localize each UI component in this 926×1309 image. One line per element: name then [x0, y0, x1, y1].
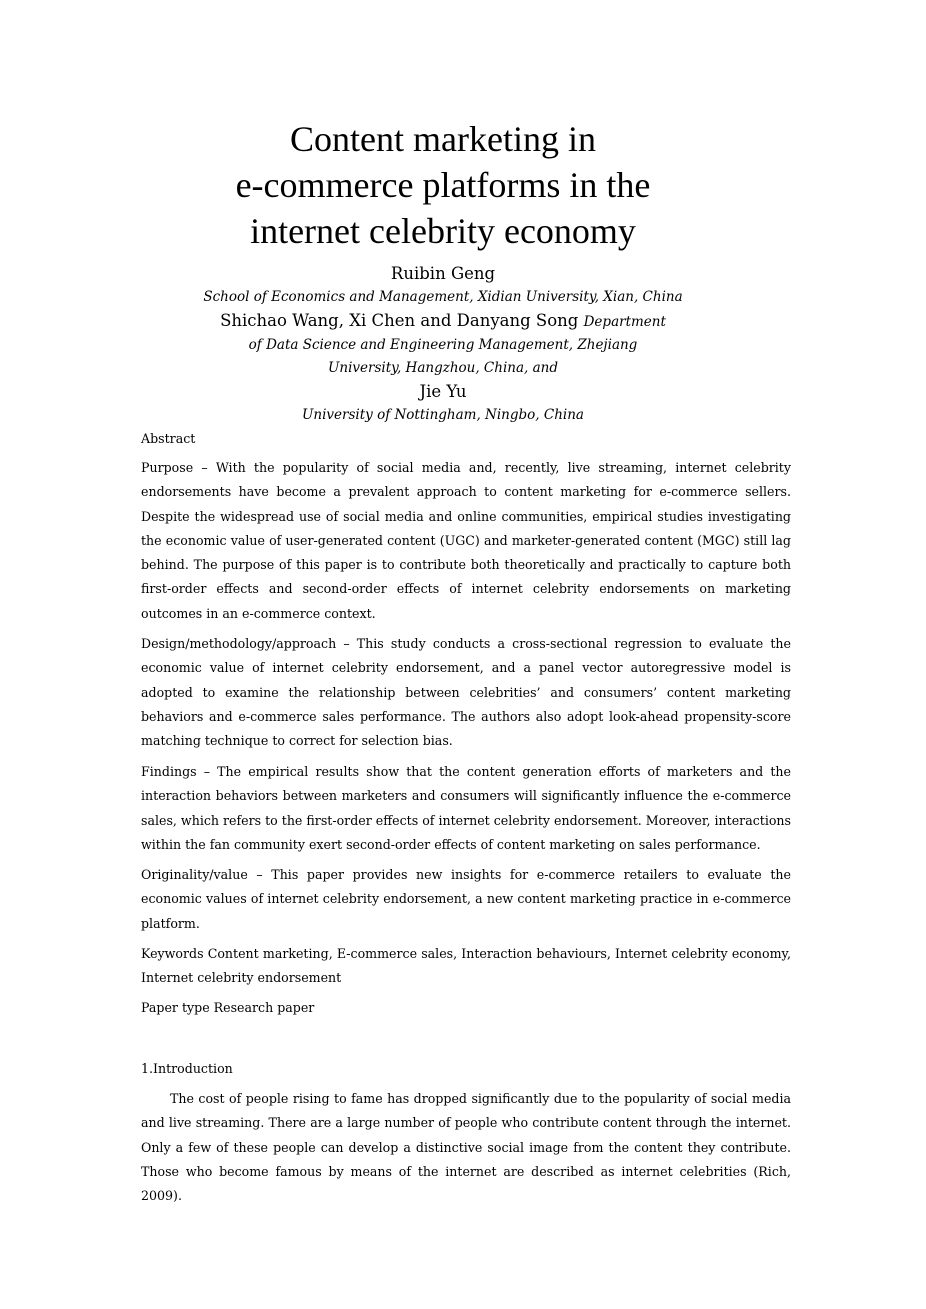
- abstract-findings: Findings – The empirical results show that the content generation efforts of marketers and the interaction behaviors between marketers and consumers will significantly influence the e-commerce sales, which refers to the first-order effects of internet celebrity endorsement. Moreover, interactions within the fan community exert second-order effects of content marketing on sales performance.: [141, 764, 791, 852]
- title-line-3: internet celebrity economy: [250, 211, 636, 251]
- author-name-2-line: [160, 309, 726, 334]
- paper-title: [180, 116, 706, 254]
- section-heading-introduction: 1.Introduction: [141, 1061, 233, 1076]
- title-line-1: Content marketing in: [290, 119, 596, 159]
- abstract-heading: Abstract: [141, 431, 196, 446]
- affiliation-2-start: Department: [583, 314, 666, 330]
- title-line-2: e-commerce platforms in the: [235, 165, 651, 205]
- keywords: Keywords Content marketing, E-commerce sales, Interaction behaviours, Internet celebrity economy, Internet celebrity endorsement: [141, 946, 791, 986]
- abstract-design: Design/methodology/approach – This study conducts a cross-sectional regression to evaluate the economic value of internet celebrity endorsement, and a panel vector autoregressive model is adopted to examine the relationship between celebrities’ and consumers’ content marketing behaviors and e-commerce sales performance. The authors also adopt look-ahead propensity-score matching technique to correct for selection bias.: [141, 636, 791, 749]
- affiliation-2-cont: of Data Science and Engineering Management, Zhejiang: [248, 337, 638, 353]
- author-name-3: Jie Yu: [419, 382, 467, 401]
- abstract-purpose: Purpose – With the popularity of social media and, recently, live streaming, internet celebrity endorsements have become a prevalent approach to content marketing for e-commerce sellers. Despite the widespread use of social media and online communities, empirical studies investigating the economic value of user-generated content (UGC) and marketer-generated content (MGC) still lag behind. The purpose of this paper is to contribute both theoretically and practically to capture both first-order effects and second-order effects of internet celebrity endorsements on marketing outcomes in an e-commerce context.: [141, 460, 791, 621]
- affiliation-1: School of Economics and Management, Xidian University, Xian, China: [203, 289, 683, 305]
- affiliation-3: University of Nottingham, Ningbo, China: [302, 407, 584, 423]
- affiliation-2-end: University, Hangzhou, China, and: [328, 360, 558, 376]
- author-name-1: Ruibin Geng: [390, 264, 496, 283]
- introduction-paragraph: The cost of people rising to fame has dropped significantly due to the popularity of social media and live streaming. There are a large number of people who contribute content through the internet. Only a few of these people can develop a distinctive social image from the content they contribute. Those who become famous by means of the internet are described as internet celebrities (Rich, 2009).: [141, 1091, 791, 1204]
- author-name-2: Shichao Wang, Xi Chen and Danyang Song: [220, 311, 579, 330]
- paper-type: Paper type Research paper: [141, 1000, 315, 1015]
- author-block: [160, 262, 726, 427]
- abstract-originality: Originality/value – This paper provides new insights for e-commerce retailers to evaluate the economic values of internet celebrity endorsement, a new content marketing practice in e-commerce platform.: [141, 867, 791, 931]
